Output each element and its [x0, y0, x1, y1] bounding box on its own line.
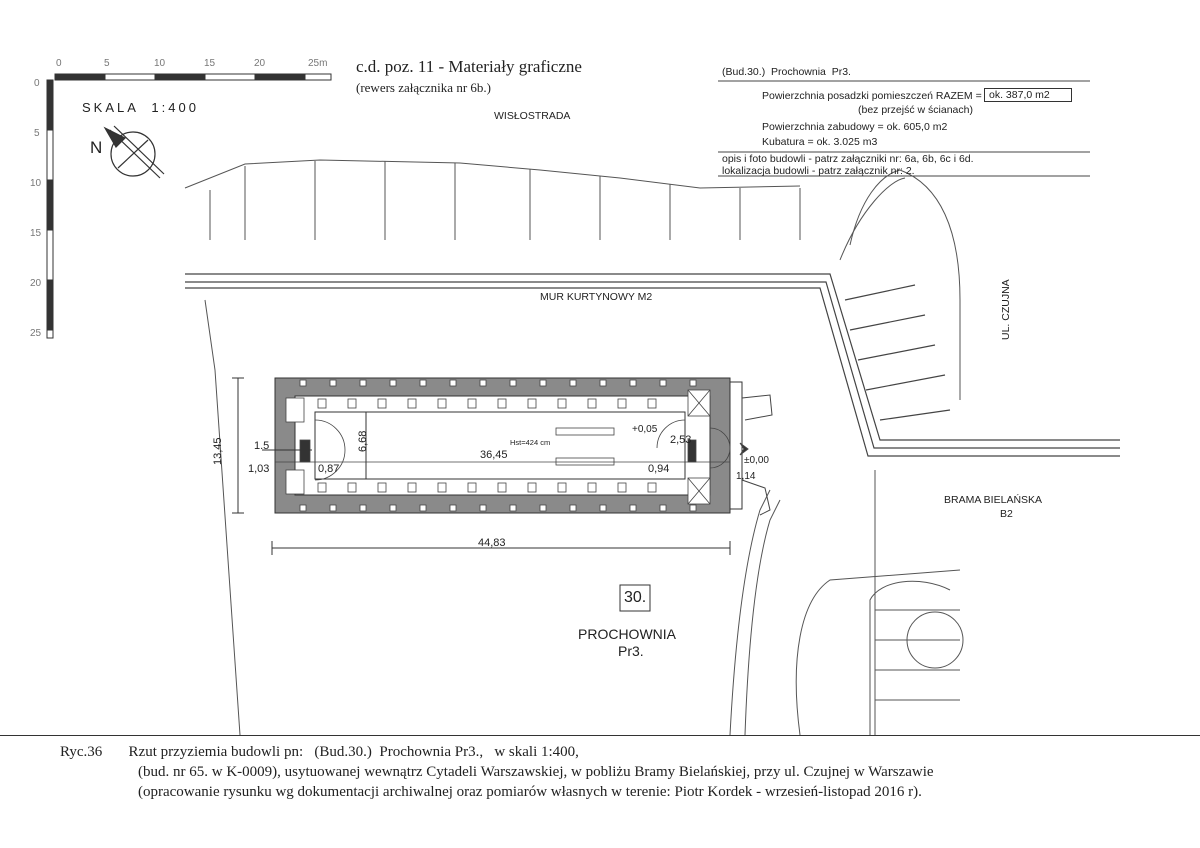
info-floor-area-note: (bez przejść w ścianach): [858, 104, 973, 116]
caption-line-2: (bud. nr 65. w K-0009), usytuowanej wewnątrz Cytadeli Warszawskiej, w pobliżu Bramy Bielańskiej, przy ul. Czujnej w Warszawie: [138, 764, 934, 780]
info-floor-area-label: Powierzchnia posadzki pomieszczeń RAZEM =: [762, 90, 982, 102]
info-ref-location: lokalizacja budowli - patrz załącznik nr: 2.: [722, 165, 915, 177]
scale-tick-top-10: 10: [154, 58, 166, 69]
dim-1-5: 1.5: [254, 440, 270, 452]
dim-0-87: 0,87: [318, 463, 340, 475]
scale-tick-top-20: 20: [254, 58, 266, 69]
north-label: N: [90, 138, 103, 157]
scale-label: SKALA 1:400: [82, 100, 199, 115]
scale-tick-top-0: 0: [56, 58, 62, 69]
site-lines: [205, 300, 963, 735]
scale-tick-left-20: 20: [30, 278, 42, 289]
label-wall: MUR KURTYNOWY M2: [540, 291, 653, 303]
scale-tick-top-15: 15: [204, 58, 216, 69]
scale-tick-left-10: 10: [30, 178, 42, 189]
caption-line-3: (opracowanie rysunku wg dokumentacji archiwalnej oraz pomiarów własnych w terenie: Piotr Kordek - wrzesień-listopad 2016 r).: [138, 784, 922, 800]
dim-0-94: 0,94: [648, 463, 670, 475]
dim-36-45: 36,45: [480, 449, 508, 461]
figure-caption: [0, 735, 1200, 848]
caption-line-1: Ryc.36 Rzut przyziemia budowli pn: (Bud.30.) Prochownia Pr3., w skali 1:400,: [60, 744, 579, 760]
dim-2-53: 2,53: [670, 434, 692, 446]
upper-plots: [185, 160, 960, 400]
dim-plus-005: +0,05: [632, 424, 658, 435]
dim-1-03: 1,03: [248, 463, 270, 475]
label-road: WISŁOSTRADA: [494, 110, 571, 122]
scale-tick-left-0: 0: [34, 78, 40, 89]
info-built-area: Powierzchnia zabudowy = ok. 605,0 m2: [762, 121, 948, 133]
building-code: Pr3.: [618, 643, 644, 659]
scale-tick-top-25: 25m: [308, 58, 328, 69]
scale-tick-top-5: 5: [104, 58, 110, 69]
label-gate-code: B2: [1000, 508, 1013, 520]
label-gate-name: BRAMA BIELAŃSKA: [944, 494, 1043, 506]
building-number: 30.: [624, 589, 647, 606]
info-floor-area-value: ok. 387,0 m2: [984, 88, 1072, 102]
info-building: (Bud.30.) Prochownia Pr3.: [722, 66, 851, 78]
scale-tick-left-25: 25: [30, 328, 42, 339]
dim-44-83: 44,83: [478, 537, 506, 549]
north-arrow: [105, 126, 164, 178]
dim-1-14: 1,14: [736, 471, 756, 482]
header-title: c.d. poz. 11 - Materiały graficzne: [356, 57, 582, 76]
dim-hst: Hst=424 cm: [510, 438, 551, 447]
scale-bar-left: [47, 80, 53, 338]
info-ref-photos: opis i foto budowli - patrz załączniki nr: 6a, 6b, 6c i 6d.: [722, 153, 974, 165]
dim-13-45: 13,45: [212, 437, 224, 465]
building-name: PROCHOWNIA: [578, 626, 676, 642]
dim-6-68: 6,68: [357, 430, 369, 452]
header-subtitle: (rewers załącznika nr 6b.): [356, 80, 491, 95]
scale-tick-left-5: 5: [34, 128, 40, 139]
label-street: UL. CZUJNA: [1000, 279, 1012, 340]
info-cubature: Kubatura = ok. 3.025 m3: [762, 136, 878, 148]
scale-bar-top: [55, 74, 331, 80]
dim-pm-000: ±0,00: [744, 455, 769, 466]
scale-tick-left-15: 15: [30, 228, 42, 239]
